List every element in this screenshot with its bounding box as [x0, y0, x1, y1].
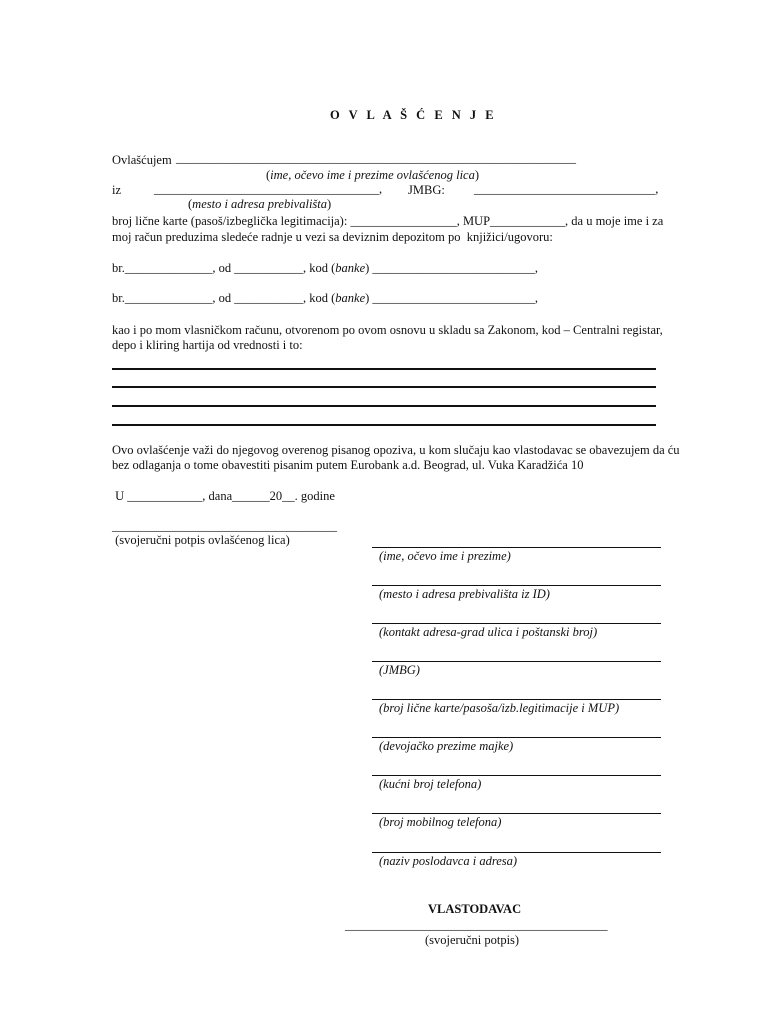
residence-blank: ____________________________________, [154, 182, 383, 196]
grantor-field-caption: (devojačko prezime majke) [379, 739, 514, 753]
iz-label: iz [112, 183, 122, 197]
authorized-name-blank: ________________________________________________________________ [176, 151, 576, 165]
deposit-bank: banke [335, 291, 366, 305]
caption-paren-open: ( [266, 168, 271, 182]
deposit-bank: banke [335, 261, 366, 275]
grantor-field-caption: (kućni broj telefona) [379, 777, 482, 791]
grantor-heading: VLASTODAVAC [428, 902, 522, 916]
grantor-field-rule [372, 699, 661, 700]
grantor-field-rule [372, 775, 661, 776]
document-title: O V L A Š Ć E N J E [330, 108, 497, 122]
grantor-field-rule [372, 585, 661, 586]
deposit-suffix: ) __________________________, [365, 261, 539, 275]
grantor-field-rule [372, 813, 661, 814]
grantor-field-caption: (broj mobilnog telefona) [379, 815, 502, 829]
deposit-prefix: br.______________, od ___________, kod ( [112, 261, 336, 275]
authorized-signature-line: ____________________________________ [112, 519, 337, 533]
id-card-line-2: moj račun preduzima sledeće radnje u vezi sa deviznim depozitom po knjižici/ugovoru: [112, 230, 553, 244]
grantor-field-caption: (kontakt adresa-grad ulica i poštanski broj) [379, 625, 598, 639]
grantor-field-caption: (ime, očevo ime i prezime) [379, 549, 511, 563]
grantor-field-rule [372, 547, 661, 548]
residence-caption [188, 197, 331, 211]
deposit-line-2 [112, 291, 538, 305]
deposit-line-1 [112, 261, 538, 275]
caption-paren-open: ( [188, 197, 193, 211]
authorized-signature-caption: (svojeručni potpis ovlašćenog lica) [112, 533, 290, 547]
jmbg-blank: _____________________________, [474, 182, 659, 196]
securities-blank-line-2 [112, 386, 656, 388]
securities-blank-line-4 [112, 424, 656, 426]
authorized-name-caption [266, 168, 479, 182]
grantor-field-rule [372, 623, 661, 624]
caption-paren-close: ) [327, 197, 332, 211]
account-line-2: depo i kliring hartija od vrednosti i to: [112, 338, 303, 352]
place-date-line: U ____________, dana______20__. godine [112, 489, 335, 503]
id-card-line-1: broj lične karte (pasoš/izbeglička legitimacija): _________________, MUP____________, da u moje ime i za [112, 214, 664, 228]
caption-text: ime, očevo ime i prezime ovlašćenog lica [270, 168, 475, 182]
account-line-1: kao i po mom vlasničkom računu, otvorenom po ovom osnovu u skladu sa Zakonom, kod – Centralni registar, [112, 323, 663, 337]
authorize-label: Ovlašćujem [112, 153, 172, 167]
caption-paren-close: ) [474, 168, 480, 182]
securities-blank-line-1 [112, 368, 656, 370]
validity-line-1: Ovo ovlašćenje važi do njegovog overenog pisanog opoziva, u kom slučaju kao vlastodavac se obavezujem da ću [112, 443, 680, 457]
securities-blank-line-3 [112, 405, 656, 407]
grantor-field-rule [372, 661, 661, 662]
deposit-suffix: ) __________________________, [365, 291, 539, 305]
deposit-prefix: br.______________, od ___________, kod ( [112, 291, 336, 305]
grantor-signature-caption: (svojeručni potpis) [425, 933, 520, 947]
grantor-field-rule [372, 852, 661, 853]
grantor-signature-line: __________________________________________ [345, 918, 608, 932]
validity-line-2: bez odlaganja o tome obavestiti pisanim putem Eurobank a.d. Beograd, ul. Vuka Karadžića 10 [112, 458, 584, 472]
grantor-field-caption: (JMBG) [379, 663, 420, 677]
grantor-field-caption: (naziv poslodavca i adresa) [379, 854, 518, 868]
grantor-field-caption: (broj lične karte/pasoša/izb.legitimacije i MUP) [379, 701, 620, 715]
grantor-field-caption: (mesto i adresa prebivališta iz ID) [379, 587, 550, 601]
caption-text: mesto i adresa prebivališta [192, 197, 327, 211]
jmbg-label: JMBG: [408, 183, 445, 197]
grantor-field-rule [372, 737, 661, 738]
